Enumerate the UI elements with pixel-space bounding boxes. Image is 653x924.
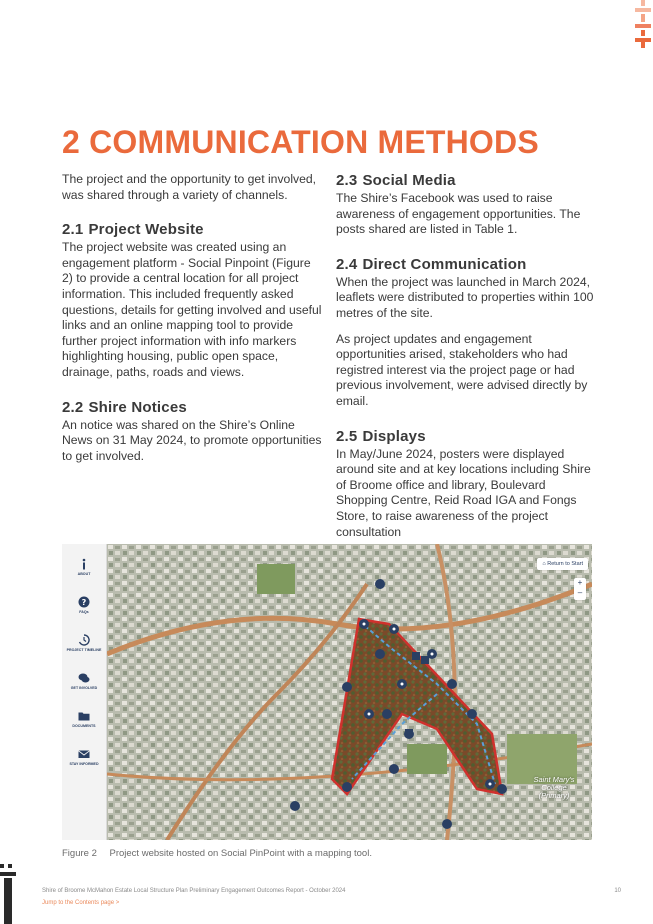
project-website-figure [62,544,592,840]
left-pattern-icon [0,864,16,924]
nav-about[interactable]: ABOUT [62,558,106,576]
home-icon: ⌂ [542,561,548,567]
figure-caption-text: Project website hosted on Social PinPoint with a mapping tool. [109,848,372,859]
map-place-label: Saint Mary's College (Primary) [533,775,575,800]
right-column [336,172,598,550]
section-text: An notice was shared on the Shire’s Online News on 31 May 2024, to promote opportunities to get involved. [62,417,322,463]
nav-get-involved[interactable]: GET INVOLVED [62,672,106,690]
zoom-in-button[interactable]: + [577,578,583,587]
section-text: When the project was launched in March 2024, leaflets were distributed to properties within 100 metres of the site. [336,274,594,320]
website-sidebar [62,544,107,840]
zoom-control[interactable] [574,578,586,600]
figure-number: Figure 2 [62,848,97,859]
section-text: As project updates and engagement opportunities arised, stakeholders who had registred interest via the project page or had previous involvement, were advised directly by email. [336,331,588,408]
section-heading: 2.4 Direct Communication [336,255,527,273]
aerial-map[interactable] [107,544,592,840]
section-heading: 2.1 Project Website [62,221,204,239]
svg-text:?: ? [81,598,87,607]
question-icon [78,596,90,608]
return-to-start-button[interactable]: ⌂ Return to Start [537,558,588,570]
section-heading: 2.5 Displays [336,427,426,445]
section-heading: 2.2 Shire Notices [62,398,187,416]
page-number: 10 [614,888,621,894]
intro-text: The project and the opportunity to get involved, was shared through a variety of channels. [62,172,317,202]
chat-icon [78,672,90,684]
contents-link[interactable]: Jump to the Contents page > [42,900,120,906]
section-text: The Shire’s Facebook was used to raise awareness of engagement opportunities. The posts shared are listed in Table 1. [336,191,581,237]
aerial-map-image [107,544,592,840]
nav-documents[interactable]: DOCUMENTS [62,710,106,728]
nav-faqs[interactable]: ? FAQs [79,598,89,614]
section-text: The project website was created using an engagement platform - Social Pinpoint (Figure 2) to provide a central location for all project information. This included frequently asked questions, details for getting involved and useful links and an online mapping tool to provide further project information with info markers highlighting housing, public open space, drainage, paths, roads and views. [62,240,322,379]
nav-stay-informed[interactable]: STAY INFORMED [62,748,106,766]
section-text: In May/June 2024, posters were displayed around site and at key locations including Shire of Broome office and library, Boulevard Shopping Centre, Reid Road IGA and Fongs Store, to raise awareness of the project consultation [336,446,591,539]
footer-report-title: Shire of Broome McMahon Estate Local Structure Plan Preliminary Engagement Outcomes Report - October 2024 [42,888,346,894]
page-heading: 2 COMMUNICATION METHODS [62,124,539,160]
figure-caption [62,848,372,859]
section-heading: 2.3 Social Media [336,172,456,189]
zoom-out-button[interactable]: – [577,588,583,597]
corner-pattern-icon [635,0,651,48]
folder-icon [78,710,90,722]
nav-project-timeline[interactable]: PROJECT TIMELINE [62,634,106,652]
info-icon [78,558,90,570]
left-column [62,172,324,474]
timeline-icon [78,634,90,646]
mail-icon [78,748,90,760]
